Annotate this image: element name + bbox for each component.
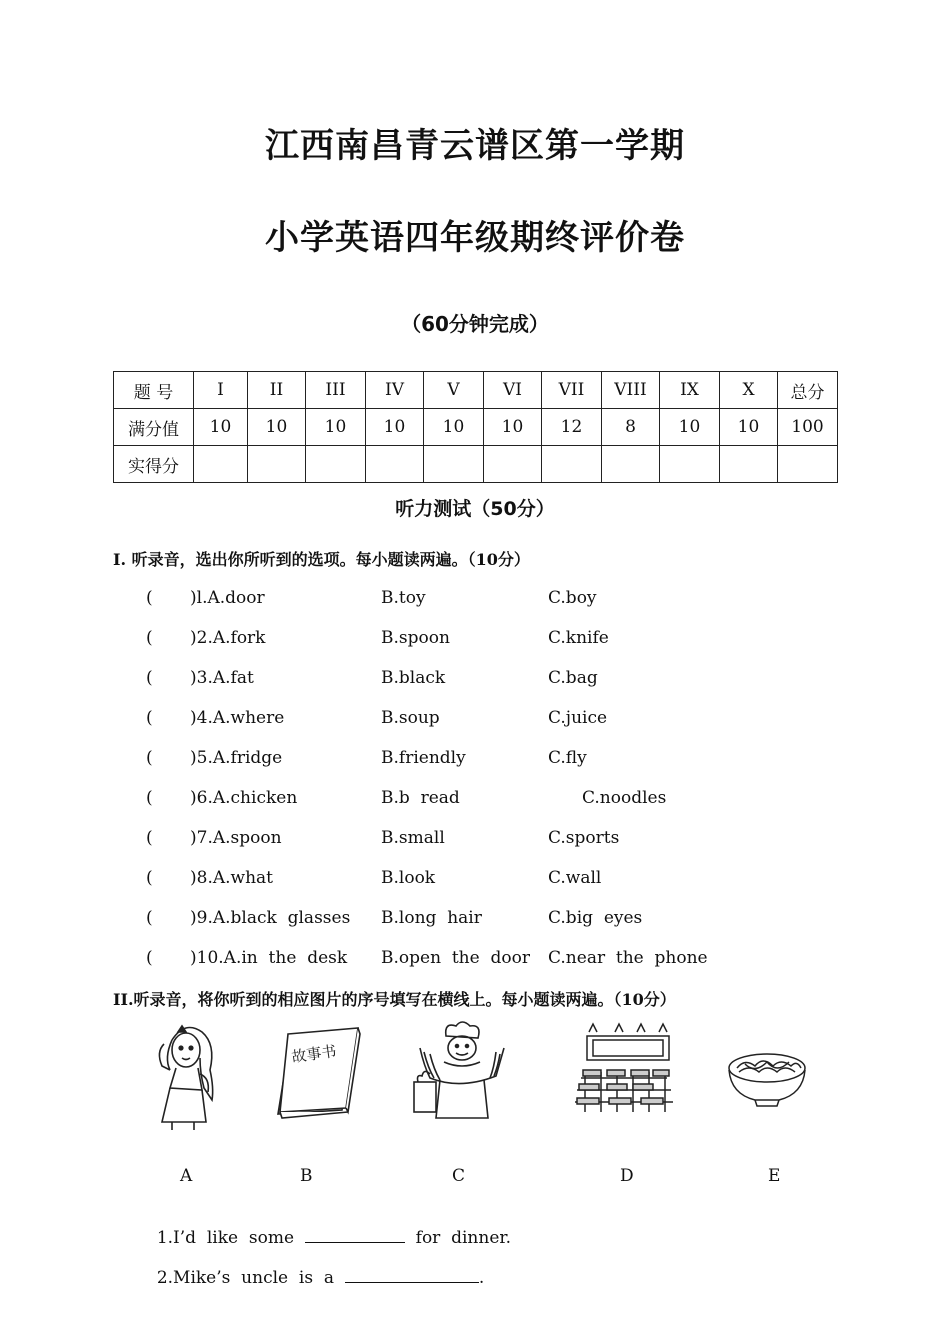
option-c[interactable]: C.boy [548,588,597,608]
score-table-row-full-marks [114,409,838,446]
fill-sentence-2 [146,1246,484,1288]
score-table-cell: IX [660,372,720,409]
score-table-cell: 10 [660,409,720,446]
answer-paren[interactable]: ( [146,788,153,808]
option-b[interactable]: B.black [381,668,446,688]
option-b[interactable]: B.long hair [381,908,482,928]
score-table-cell: 总分 [778,372,838,409]
option-b[interactable]: B.small [381,828,445,848]
score-table-cell: VII [542,372,602,409]
score-table-cell: VI [484,372,542,409]
score-table-cell: 10 [720,409,778,446]
girl-long-hair-icon [130,1018,250,1130]
option-a[interactable]: )4.A.where [190,708,285,728]
question-row [0,628,950,652]
score-table-cell: 100 [778,409,838,446]
sentence-text: for dinner. [404,1228,512,1248]
score-input-cell[interactable] [306,446,366,483]
score-table-row-question-number [114,372,838,409]
question-row [0,588,950,612]
score-input-cell[interactable] [778,446,838,483]
option-b[interactable]: B.look [381,868,436,888]
answer-paren[interactable]: ( [146,908,153,928]
score-input-cell[interactable] [602,446,660,483]
option-a[interactable]: )7.A.spoon [190,828,282,848]
option-b[interactable]: B.spoon [381,628,450,648]
option-c[interactable]: C.wall [548,868,602,888]
question-row [0,668,950,692]
option-a[interactable]: )2.A.fork [190,628,266,648]
title-line-2: 小学英语四年级期终评价卷 [265,218,685,258]
score-input-cell[interactable] [660,446,720,483]
score-table-cell: VIII [602,372,660,409]
option-b[interactable]: B.toy [381,588,426,608]
option-c[interactable]: C.bag [548,668,598,688]
score-table-cell: II [248,372,306,409]
score-table-cell: Ⅹ [720,372,778,409]
option-c[interactable]: C.big eyes [548,908,643,928]
question-row [0,748,950,772]
answer-paren[interactable]: ( [146,748,153,768]
answer-paren[interactable]: ( [146,588,153,608]
question-row [0,908,950,932]
classroom-icon [567,1018,687,1130]
storybook-icon [268,1018,388,1130]
option-c[interactable]: C.juice [548,708,608,728]
picture-label-a: A [180,1166,193,1186]
score-table-cell: III [306,372,366,409]
answer-paren[interactable]: ( [146,668,153,688]
score-input-cell[interactable] [542,446,602,483]
score-input-cell[interactable] [720,446,778,483]
option-c[interactable]: C.fly [548,748,587,768]
answer-paren[interactable]: ( [146,828,153,848]
option-b[interactable]: B.friendly [381,748,466,768]
sentence-text: . [478,1268,485,1288]
answer-blank[interactable] [305,1226,405,1243]
score-table-cell: I [194,372,248,409]
score-table-cell: 10 [194,409,248,446]
score-table-cell: 10 [424,409,484,446]
score-input-cell[interactable] [484,446,542,483]
score-table-cell: 10 [248,409,306,446]
option-a[interactable]: )6.A.chicken [190,788,298,808]
question-row [0,948,950,972]
part1-heading: I. 听录音，选出你所听到的选项。每小题读两遍。（10分） [113,550,530,569]
score-table-cell: 满分值 [114,409,194,446]
section-title-listening: 听力测试（50分） [395,498,555,520]
score-input-cell[interactable] [248,446,306,483]
option-b[interactable]: B.b read [381,788,460,808]
option-a[interactable]: )l.A.door [190,588,265,608]
answer-paren[interactable]: ( [146,948,153,968]
picture-label-b: B [300,1166,313,1186]
question-row [0,708,950,732]
score-table-row-actual-score [114,446,838,483]
question-row [0,868,950,892]
answer-blank[interactable] [345,1266,479,1283]
score-table-cell: 题 号 [114,372,194,409]
sentence-text: 2.Mike’s uncle is a [156,1268,345,1288]
option-c[interactable]: C.knife [548,628,609,648]
option-c[interactable]: C.noodles [582,788,667,808]
part2-heading: II.听录音，将你听到的相应图片的序号填写在横线上。每小题读两遍。（10分） [113,990,676,1009]
fill-sentence-1 [146,1206,511,1248]
exam-duration: （60分钟完成） [401,312,549,336]
option-a[interactable]: )8.A.what [190,868,273,888]
option-a[interactable]: )5.A.fridge [190,748,283,768]
score-table-cell: 12 [542,409,602,446]
score-table-cell: V [424,372,484,409]
book-title-text: 故事书 [290,1042,338,1067]
score-table-cell: 实得分 [114,446,194,483]
option-a[interactable]: )3.A.fat [190,668,254,688]
score-table-cell: 10 [484,409,542,446]
score-input-cell[interactable] [366,446,424,483]
score-table-cell: 8 [602,409,660,446]
option-b[interactable]: B.open the door [381,948,530,968]
answer-paren[interactable]: ( [146,628,153,648]
option-a[interactable]: )9.A.black glasses [190,908,351,928]
question-row [0,788,950,812]
option-a[interactable]: )10.A.in the desk [190,948,348,968]
option-c[interactable]: C.near the phone [548,948,708,968]
score-input-cell[interactable] [424,446,484,483]
score-input-cell[interactable] [194,446,248,483]
option-b[interactable]: B.soup [381,708,440,728]
answer-paren[interactable]: ( [146,868,153,888]
picture-label-c: C [452,1166,466,1186]
score-table-cell: 10 [306,409,366,446]
answer-paren[interactable]: ( [146,708,153,728]
noodle-bowl-icon [715,1018,835,1130]
title-line-1: 江西南昌青云谱区第一学期 [265,126,685,166]
score-table [113,371,838,483]
question-row [0,828,950,852]
picture-label-d: D [620,1166,634,1186]
chef-noodles-icon [400,1018,520,1130]
option-c[interactable]: C.sports [548,828,620,848]
score-table-cell: 10 [366,409,424,446]
picture-label-e: E [768,1166,781,1186]
score-table-cell: IV [366,372,424,409]
sentence-text: 1.I’d like some [156,1228,305,1248]
